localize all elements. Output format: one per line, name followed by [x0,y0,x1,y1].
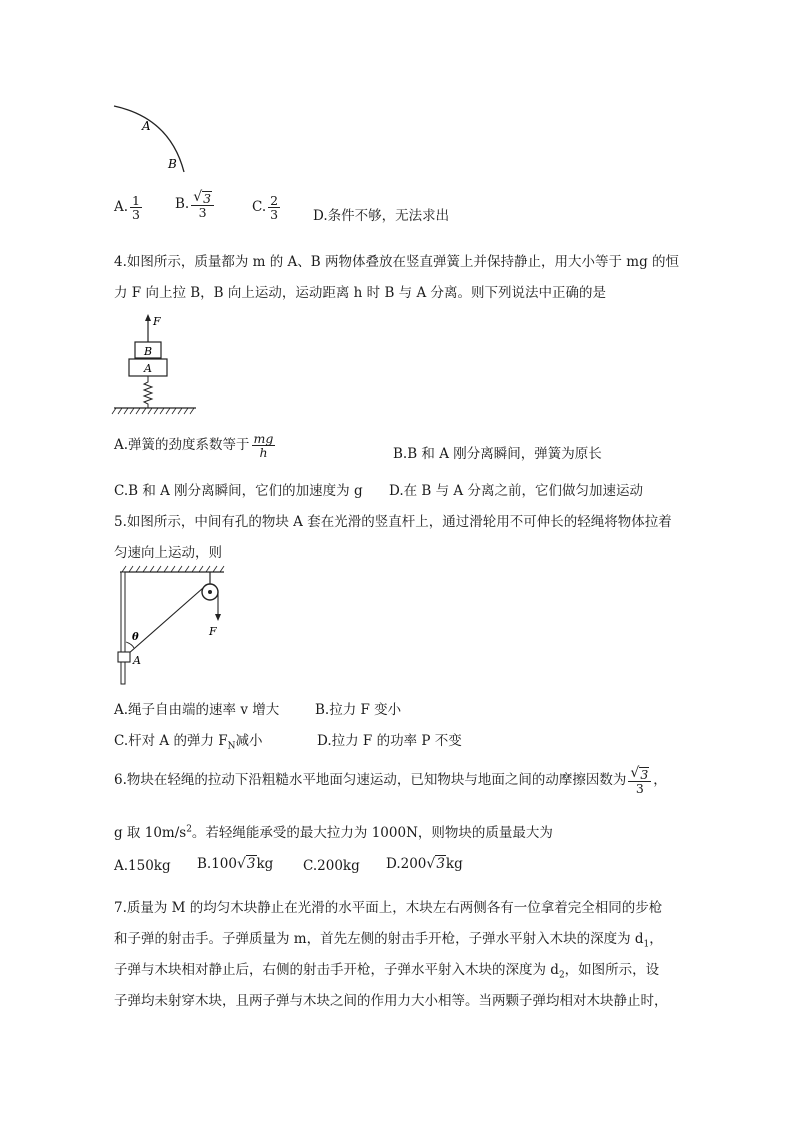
q6-stem-line2: g 取 $10m/s^2$。若轻绳能承受的最大拉力为 1000N，则物块的质量最大为 [114,824,553,841]
q5-stem-line2: 匀速向上运动，则 [114,545,222,561]
q5-option-b: B.拉力 F 变小 [315,702,402,718]
q5-option-c: C.杆对 A 的弹力 $F_N$减小 [114,733,263,752]
q4-option-d: D.在 B 与 A 分离之前，它们做匀加速运动 [389,483,643,499]
q5-option-a: A.绳子自由端的速率 v 增大 [114,702,280,718]
spring-block-figure [110,312,210,424]
q4-stem-line2: 力 F 向上拉 B，B 向上运动，运动距离 h 时 B 与 A 分离。则下列说法中正确的是 [114,285,606,301]
q6-option-b: B.100 √ 3 kg [197,856,274,872]
q5-stem-line1: 5.如图所示，中间有孔的物块 A 套在光滑的竖直杆上，通过滑轮用不可伸长的轻绳将物体拉着 [114,514,672,530]
spring [144,376,152,408]
arc-figure [110,100,200,180]
q4-stem-line1: 4.如图所示，质量都为 m 的 A、B 两物体叠放在竖直弹簧上并保持静止，用大小等于 mg 的恒 [114,254,680,270]
q6-stem-line1: 6.物块在轻绳的拉动下沿粗糙水平地面匀速运动，已知物块与地面之间的动摩擦因数为 √ 3 3 ， [114,765,667,796]
pull-force-label: F [209,625,217,638]
arc-label-a: A [142,119,151,133]
block-a-on-rod-label: A [133,654,141,667]
q3-option-b: B. √ 3 3 [175,190,216,219]
block-b-label: B [144,345,153,358]
q6-option-c: C.200kg [303,858,360,874]
pulley-figure [112,566,232,688]
q7-stem-line3: 子弹与木块相对静止后，右侧的射击手开枪，子弹水平射入木块的深度为 $d_2$，如图所示，设 [114,962,660,981]
q6-option-d: D.200 √ 3 kg [386,856,463,872]
q3-option-c: C. $\frac{2}{3}$ [252,193,279,223]
q7-stem-line1: 7.质量为 M 的均匀木块静止在光滑的水平面上，木块左右两侧各有一位拿着完全相同的步枪 [114,900,663,916]
q6-option-a: A.150kg [114,858,171,874]
q3-option-a: A. $\frac{1}{3}$ [114,193,140,223]
q5-option-d: D.拉力 F 的功率 P 不变 [317,733,462,749]
q4-option-c: C.B 和 A 刚分离瞬间，它们的加速度为 g [114,483,363,499]
vertical-rod [121,572,125,684]
block-a-label: A [144,362,152,375]
angle-theta-label: θ [132,632,139,643]
q3-option-d: D.条件不够，无法求出 [313,208,450,224]
q4-option-a: A.弹簧的劲度系数等于 $\frac{mg}{h}$ [114,431,274,461]
q4-option-b: B.B 和 A 刚分离瞬间，弹簧为原长 [393,446,602,462]
force-label-f: F [153,315,161,328]
block-a-on-rod [118,652,130,662]
q7-stem-line4: 子弹均未射穿木块，且两子弹与木块之间的作用力大小相等。当两颗子弹均相对木块静止时， [114,993,668,1009]
q7-stem-line2: 和子弹的射击手。子弹质量为 m，首先左侧的射击手开枪，子弹水平射入木块的深度为 $d_1$， [114,931,663,950]
arc-label-b: B [168,157,177,171]
